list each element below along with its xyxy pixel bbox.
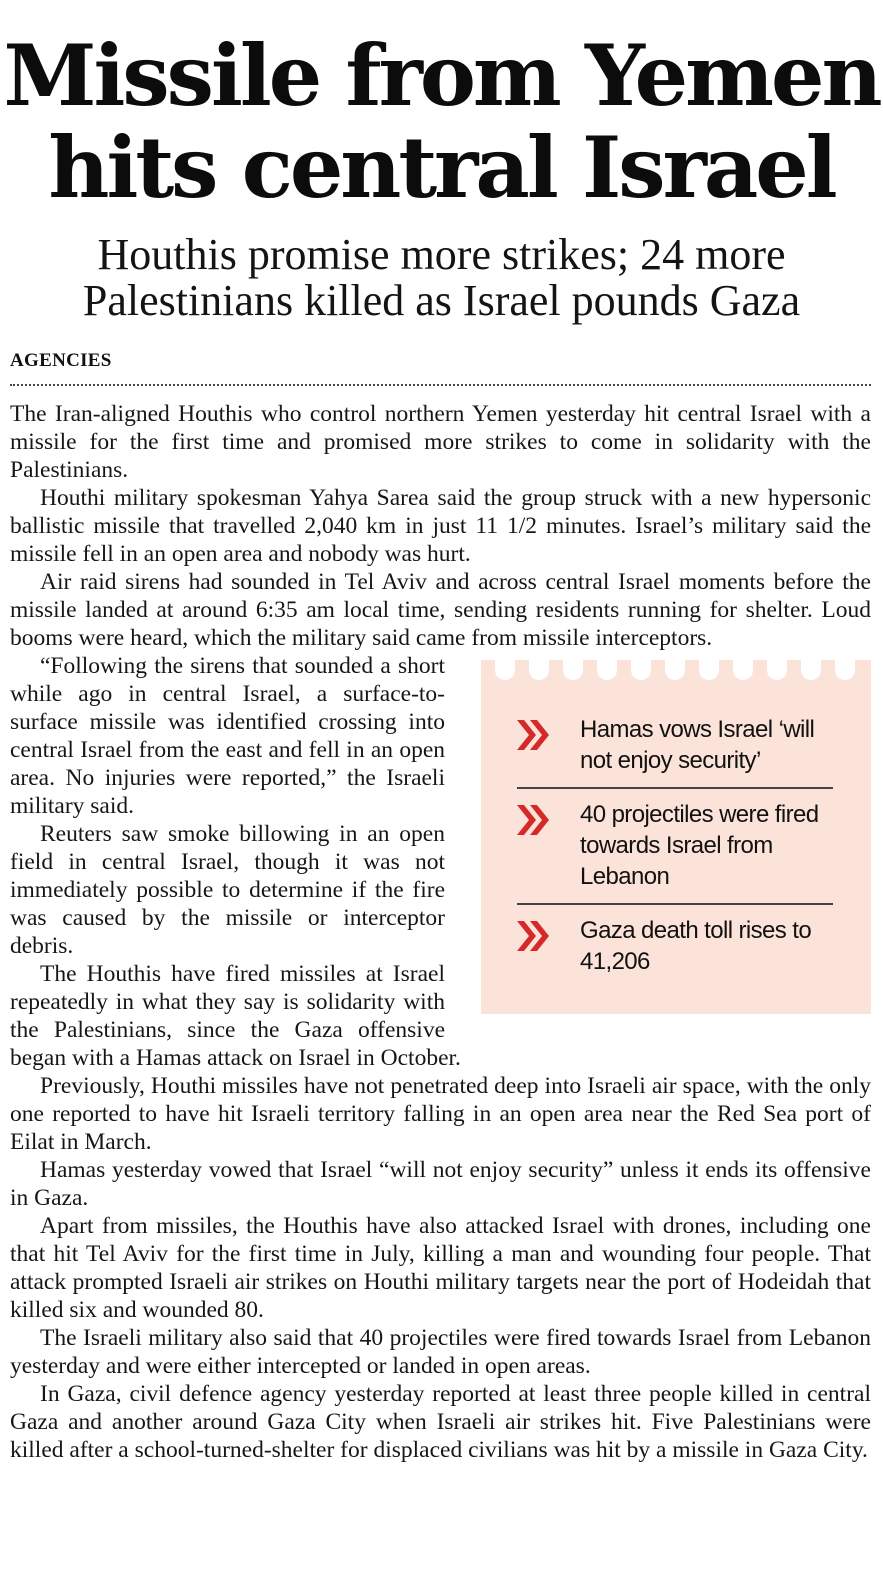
notepad-hole: [529, 656, 549, 680]
highlight-item: [515, 714, 835, 776]
paragraph: The Israeli military also said that 40 projectiles were fired towards Israel from Lebanon yesterday and were either intercepted or landed in open areas.: [10, 1325, 871, 1379]
notepad-hole: [767, 656, 787, 680]
notepad-hole: [665, 656, 685, 680]
highlight-text: Hamas vows Israel ‘will not enjoy security’: [580, 716, 815, 774]
subheadline-line-2: Palestinians killed as Israel pounds Gaza: [82, 276, 801, 325]
headline: [0, 26, 883, 217]
headline-line-2: hits central Israel: [48, 118, 835, 217]
highlight-item: [515, 799, 835, 892]
dotted-divider: [10, 384, 871, 386]
paragraph: Apart from missiles, the Houthis have also attacked Israel with drones, including one that hit Tel Aviv for the first time in July, killing a man and wounding four people. That attack prompted Israeli air strikes on Houthi military targets near the port of Hodeidah that killed six and wounded 80.: [10, 1213, 871, 1323]
highlight-text: 40 projectiles were fired towards Israel from Lebanon: [580, 801, 819, 890]
paragraph: Reuters saw smoke billowing in an open field in central Israel, though it was not immediately possible to determine if the fire was caused by the missile or interceptor debris.: [10, 821, 445, 959]
notepad-hole: [733, 656, 753, 680]
paragraph: The Iran-aligned Houthis who control northern Yemen yesterday hit central Israel with a missile for the first time and promised more strikes to come in solidarity with the Palestinians.: [10, 401, 871, 483]
notepad-hole: [597, 656, 617, 680]
double-chevron-right-icon: [515, 803, 553, 837]
paragraph: Hamas yesterday vowed that Israel “will not enjoy security” unless it ends its offensive in Gaza.: [10, 1157, 871, 1211]
highlight-text: Gaza death toll rises to 41,206: [580, 917, 812, 975]
notepad-hole: [495, 656, 515, 680]
subheadline-line-1: Houthis promise more strikes; 24 more: [97, 230, 786, 279]
paragraph: The Houthis have fired missiles at Israel repeatedly in what they say is solidarity with the Palestinians, since the Gaza offensive began with a Hamas attack on Israel in October.: [10, 961, 461, 1071]
article-body: [10, 400, 871, 1464]
highlight-divider: [517, 903, 833, 905]
notepad-holes: [481, 656, 871, 682]
notepad-hole: [631, 656, 651, 680]
notepad-hole: [699, 656, 719, 680]
notepad-hole: [563, 656, 583, 680]
paragraph: Previously, Houthi missiles have not penetrated deep into Israeli air space, with the only one reported to have hit Israeli territory falling in an open area near the Red Sea port of Eilat in March.: [10, 1073, 871, 1155]
headline-line-1: Missile from Yemen: [3, 26, 880, 125]
subheadline: [0, 232, 883, 324]
highlight-item: [515, 915, 835, 977]
double-chevron-right-icon: [515, 919, 553, 953]
paragraph: In Gaza, civil defence agency yesterday reported at least three people killed in central Gaza and another around Gaza City when Israeli air strikes hit. Five Palestinians were killed after a school-turned-shelter for displaced civilians was hit by a missile in Gaza City.: [10, 1381, 871, 1463]
paragraph: Air raid sirens had sounded in Tel Aviv and across central Israel moments before the missile landed at around 6:35 am local time, sending residents running for shelter. Loud booms were heard, which the military said came from missile interceptors.: [10, 569, 871, 651]
highlight-divider: [517, 787, 833, 789]
byline: AGENCIES: [10, 350, 112, 371]
double-chevron-right-icon: [515, 718, 553, 752]
notepad-hole: [801, 656, 821, 680]
highlights-box: [481, 660, 871, 1014]
notepad-hole: [835, 656, 855, 680]
paragraph: Houthi military spokesman Yahya Sarea said the group struck with a new hypersonic ballistic missile that travelled 2,040 km in just 11 1/2 minutes. Israel’s military said the missile fell in an open area and nobody was hurt.: [10, 485, 871, 567]
paragraph: “Following the sirens that sounded a short while ago in central Israel, a surface-to-surface missile was identified crossing into central Israel from the east and fell in an open area. No injuries were reported,” the Israeli military said.: [10, 653, 445, 819]
